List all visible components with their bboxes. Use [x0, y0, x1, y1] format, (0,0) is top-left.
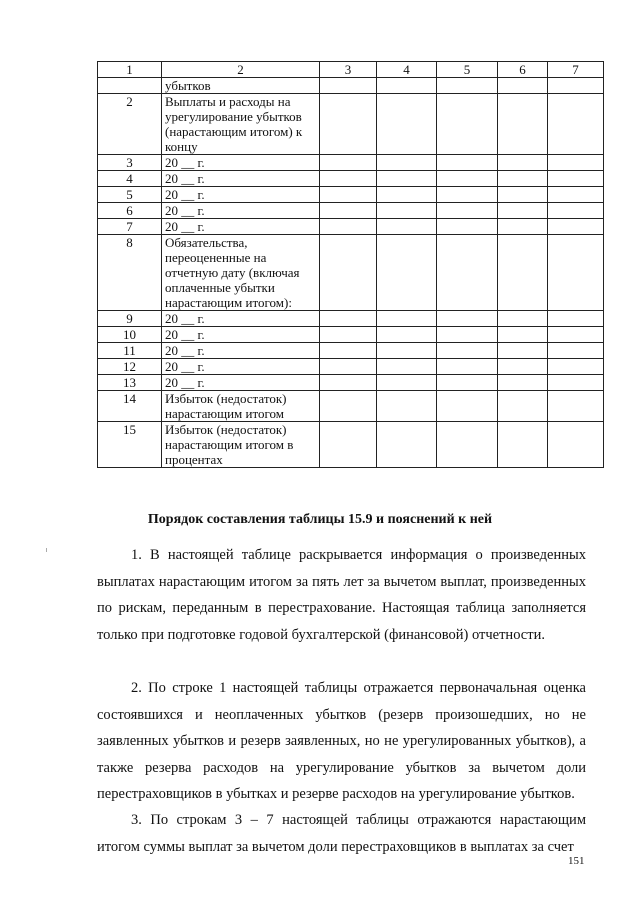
empty-value-cell — [437, 311, 498, 327]
empty-value-cell — [548, 327, 604, 343]
row-number-cell — [98, 78, 162, 94]
empty-value-cell — [498, 219, 548, 235]
row-number-cell: 11 — [98, 343, 162, 359]
empty-value-cell — [548, 219, 604, 235]
empty-value-cell — [320, 78, 377, 94]
row-number-cell: 12 — [98, 359, 162, 375]
row-number-cell: 3 — [98, 155, 162, 171]
empty-value-cell — [377, 422, 437, 468]
row-label-cell: 20 __ г. — [162, 359, 320, 375]
empty-value-cell — [498, 94, 548, 155]
row-label-cell: 20 __ г. — [162, 311, 320, 327]
table-row — [98, 391, 604, 422]
table-row — [98, 219, 604, 235]
empty-value-cell — [548, 203, 604, 219]
empty-value-cell — [377, 343, 437, 359]
row-label-cell: 20 __ г. — [162, 171, 320, 187]
empty-value-cell — [377, 94, 437, 155]
table-header-row — [98, 62, 604, 78]
row-number-cell: 8 — [98, 235, 162, 311]
empty-value-cell — [320, 327, 377, 343]
row-label-cell: 20 __ г. — [162, 375, 320, 391]
empty-value-cell — [437, 155, 498, 171]
row-label-cell: 20 __ г. — [162, 343, 320, 359]
empty-value-cell — [437, 78, 498, 94]
empty-value-cell — [498, 203, 548, 219]
empty-value-cell — [377, 327, 437, 343]
row-number-cell: 13 — [98, 375, 162, 391]
data-table — [97, 61, 604, 468]
row-label-cell: убытков — [162, 78, 320, 94]
row-number-cell: 7 — [98, 219, 162, 235]
table-row — [98, 171, 604, 187]
empty-value-cell — [498, 327, 548, 343]
empty-value-cell — [377, 391, 437, 422]
empty-value-cell — [548, 359, 604, 375]
row-number-cell: 9 — [98, 311, 162, 327]
table-row — [98, 187, 604, 203]
row-number-cell: 14 — [98, 391, 162, 422]
row-label-cell: 20 __ г. — [162, 203, 320, 219]
header-cell-1: 1 — [98, 62, 162, 78]
empty-value-cell — [437, 94, 498, 155]
empty-value-cell — [377, 78, 437, 94]
empty-value-cell — [320, 343, 377, 359]
empty-value-cell — [498, 375, 548, 391]
row-label-cell: 20 __ г. — [162, 187, 320, 203]
empty-value-cell — [437, 219, 498, 235]
empty-value-cell — [437, 187, 498, 203]
table-row — [98, 94, 604, 155]
empty-value-cell — [437, 203, 498, 219]
empty-value-cell — [320, 359, 377, 375]
empty-value-cell — [377, 187, 437, 203]
paragraph-1: 1. В настоящей таблице раскрывается информация о произведенных выплатах нарастающим итогом за пять лет за вычетом выплат, произведенных по рискам, переданным в перестрахование. Настоящая таблица заполняется только при подготовке годовой бухгалтерской (финансовой) отчетности. — [97, 547, 586, 643]
empty-value-cell — [377, 155, 437, 171]
empty-value-cell — [377, 171, 437, 187]
header-cell-3: 3 — [320, 62, 377, 78]
empty-value-cell — [498, 155, 548, 171]
empty-value-cell — [320, 235, 377, 311]
empty-value-cell — [437, 375, 498, 391]
row-label-cell: Обязательства, переоцененные на отчетную дату (включая оплаченные убытки нарастающим итогом): — [162, 235, 320, 311]
empty-value-cell — [437, 171, 498, 187]
table-row — [98, 343, 604, 359]
empty-value-cell — [548, 94, 604, 155]
row-number-cell: 4 — [98, 171, 162, 187]
empty-value-cell — [498, 235, 548, 311]
table-row — [98, 155, 604, 171]
empty-value-cell — [548, 375, 604, 391]
empty-value-cell — [548, 235, 604, 311]
empty-value-cell — [498, 171, 548, 187]
table-row — [98, 311, 604, 327]
empty-value-cell — [377, 375, 437, 391]
empty-value-cell — [320, 422, 377, 468]
empty-value-cell — [548, 187, 604, 203]
section-heading: Порядок составления таблицы 15.9 и пояснений к ней — [147, 512, 493, 527]
row-label-cell: Выплаты и расходы на урегулирование убытков (нарастающим итогом) к концу — [162, 94, 320, 155]
empty-value-cell — [437, 391, 498, 422]
table-row — [98, 422, 604, 468]
row-number-cell: 15 — [98, 422, 162, 468]
page-number: 151 — [568, 855, 585, 867]
header-cell-2: 2 — [162, 62, 320, 78]
empty-value-cell — [498, 187, 548, 203]
empty-value-cell — [320, 187, 377, 203]
paragraph-3: 3. По строкам 3 – 7 настоящей таблицы отражаются нарастающим итогом суммы выплат за вычетом доли перестраховщиков в выплатах за счет — [97, 812, 586, 855]
empty-value-cell — [498, 422, 548, 468]
empty-value-cell — [498, 311, 548, 327]
row-number-cell: 10 — [98, 327, 162, 343]
empty-value-cell — [437, 343, 498, 359]
table-row — [98, 375, 604, 391]
empty-value-cell — [320, 375, 377, 391]
empty-value-cell — [498, 343, 548, 359]
empty-value-cell — [498, 391, 548, 422]
empty-value-cell — [377, 219, 437, 235]
empty-value-cell — [437, 235, 498, 311]
empty-value-cell — [548, 391, 604, 422]
empty-value-cell — [320, 155, 377, 171]
empty-value-cell — [437, 359, 498, 375]
row-number-cell: 6 — [98, 203, 162, 219]
paragraph-2: 2. По строке 1 настоящей таблицы отражается первоначальная оценка состоявшихся и неоплаченных убытков (резерв произошедших, но не заявленных убытков и резерв заявленных, но не урегулированных убытков), а также резерва расходов на урегулирование убытков за вычетом доли перестраховщиков в убытках и резерве расходов на урегулирование убытков. — [97, 680, 586, 802]
row-label-cell: 20 __ г. — [162, 327, 320, 343]
empty-value-cell — [377, 311, 437, 327]
empty-value-cell — [320, 203, 377, 219]
empty-value-cell — [377, 203, 437, 219]
row-label-cell: Избыток (недостаток) нарастающим итогом в процентах — [162, 422, 320, 468]
empty-value-cell — [320, 311, 377, 327]
row-label-cell: Избыток (недостаток) нарастающим итогом — [162, 391, 320, 422]
row-number-cell: 2 — [98, 94, 162, 155]
empty-value-cell — [548, 171, 604, 187]
empty-value-cell — [437, 422, 498, 468]
header-cell-4: 4 — [377, 62, 437, 78]
header-cell-6: 6 — [498, 62, 548, 78]
empty-value-cell — [548, 155, 604, 171]
empty-value-cell — [548, 343, 604, 359]
header-cell-5: 5 — [437, 62, 498, 78]
table-row — [98, 203, 604, 219]
empty-value-cell — [548, 422, 604, 468]
table-body — [98, 62, 604, 468]
empty-value-cell — [437, 327, 498, 343]
empty-value-cell — [320, 171, 377, 187]
table-row — [98, 359, 604, 375]
table-row — [98, 327, 604, 343]
table-row — [98, 235, 604, 311]
empty-value-cell — [320, 391, 377, 422]
empty-value-cell — [498, 78, 548, 94]
scan-mark — [46, 548, 47, 552]
empty-value-cell — [377, 235, 437, 311]
header-cell-7: 7 — [548, 62, 604, 78]
row-label-cell: 20 __ г. — [162, 155, 320, 171]
table-row — [98, 78, 604, 94]
empty-value-cell — [320, 219, 377, 235]
row-label-cell: 20 __ г. — [162, 219, 320, 235]
empty-value-cell — [548, 78, 604, 94]
row-number-cell: 5 — [98, 187, 162, 203]
empty-value-cell — [377, 359, 437, 375]
empty-value-cell — [548, 311, 604, 327]
empty-value-cell — [320, 94, 377, 155]
empty-value-cell — [498, 359, 548, 375]
